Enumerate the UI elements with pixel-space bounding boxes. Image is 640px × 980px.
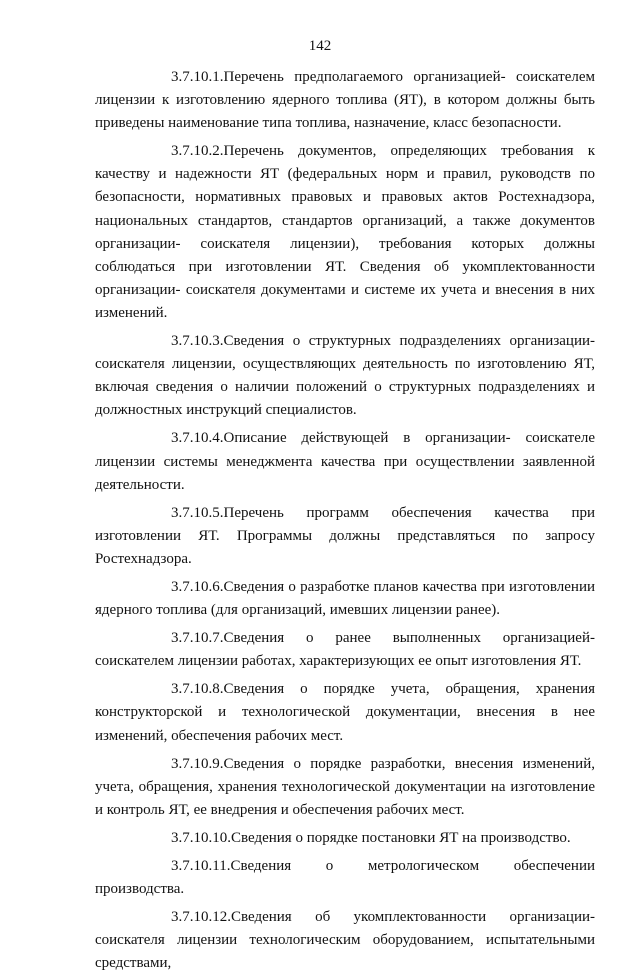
paragraph-text: Перечень предполагаемого организацией- соискателем лицензии к изготовлению ядерного топлива (ЯТ), в котором должны быть приведены наименование типа топлива, назначение, класс безопасности. xyxy=(95,69,595,132)
paragraph-number: 3.7.10.7. xyxy=(171,630,224,647)
paragraph-number: 3.7.10.12. xyxy=(171,909,231,926)
paragraph-number: 3.7.10.2. xyxy=(171,143,224,160)
paragraph-3-7-10-1 xyxy=(95,66,595,135)
page-number: 142 xyxy=(308,38,332,54)
paragraph-text: Сведения о структурных подразделениях организации-соискателя лицензии, осуществляющих деятельность по изготовлению ЯТ, включая сведения о наличии положений о структурных подразделениях и должностных инструкций специалистов. xyxy=(95,333,595,419)
paragraph-number: 3.7.10.6. xyxy=(171,578,224,595)
paragraph-number: 3.7.10.8. xyxy=(171,681,224,698)
paragraph-text: Сведения о порядке постановки ЯТ на производство. xyxy=(231,829,571,846)
paragraph-3-7-10-8 xyxy=(95,678,595,747)
document-body xyxy=(95,66,595,980)
paragraph-3-7-10-6 xyxy=(95,576,595,622)
paragraph-number: 3.7.10.4. xyxy=(171,430,224,447)
paragraph-3-7-10-3 xyxy=(95,330,595,422)
paragraph-number: 3.7.10.5. xyxy=(171,504,224,521)
paragraph-3-7-10-5 xyxy=(95,502,595,571)
paragraph-3-7-10-10 xyxy=(95,827,595,850)
paragraph-3-7-10-7 xyxy=(95,627,595,673)
paragraph-text: Описание действующей в организации- соискателе лицензии системы менеджмента качества при осуществлении заявленной деятельности. xyxy=(95,430,595,493)
paragraph-number: 3.7.10.10. xyxy=(171,829,231,846)
paragraph-number: 3.7.10.11. xyxy=(171,858,231,874)
paragraph-text: Сведения об укомплектованности организации- соискателя лицензии технологическим оборудованием, испытательными средствами, xyxy=(95,909,595,972)
paragraph-3-7-10-2 xyxy=(95,140,595,325)
paragraph-text: Сведения о ранее выполненных организацией- соискателем лицензии работах, характеризующих ее опыт изготовления ЯТ. xyxy=(95,630,595,670)
paragraph-number: 3.7.10.1. xyxy=(171,69,224,85)
paragraph-text: Сведения о метрологическом обеспечении производства. xyxy=(95,858,595,898)
paragraph-number: 3.7.10.9. xyxy=(171,755,224,772)
paragraph-3-7-10-9 xyxy=(95,753,595,822)
paragraph-text: Сведения о порядке учета, обращения, хранения конструкторской и технологической документации, внесения в нее изменений, обеспечения рабочих мест. xyxy=(95,681,595,744)
paragraph-3-7-10-11 xyxy=(95,855,595,901)
paragraph-text: Перечень программ обеспечения качества при изготовлении ЯТ. Программы должны представляться по запросу Ростехнадзора. xyxy=(95,504,595,567)
paragraph-3-7-10-4 xyxy=(95,427,595,496)
paragraph-text: Сведения о разработке планов качества при изготовлении ядерного топлива (для организаций, имевших лицензии ранее). xyxy=(95,578,595,619)
paragraph-text: Сведения о порядке разработки, внесения изменений, учета, обращения, хранения технологической документации на изготовление и контроль ЯТ, ее внедрения и обеспечения рабочих мест. xyxy=(95,755,595,818)
paragraph-3-7-10-12 xyxy=(95,906,595,975)
paragraph-text: Перечень документов, определяющих требования к качеству и надежности ЯТ (федеральных норм и правил, руководств по безопасности, нормативных правовых и правовых актов Ростехнадзора, национальных стандартов, стандартов организаций, а также документов организации- соискателя лицензии), требования которых должны соблюдаться при изготовлении ЯТ. Сведения об укомплектованности организации- соискателя документами и системе их учета и внесения в них изменений. xyxy=(95,143,595,321)
paragraph-number: 3.7.10.3. xyxy=(171,333,224,350)
